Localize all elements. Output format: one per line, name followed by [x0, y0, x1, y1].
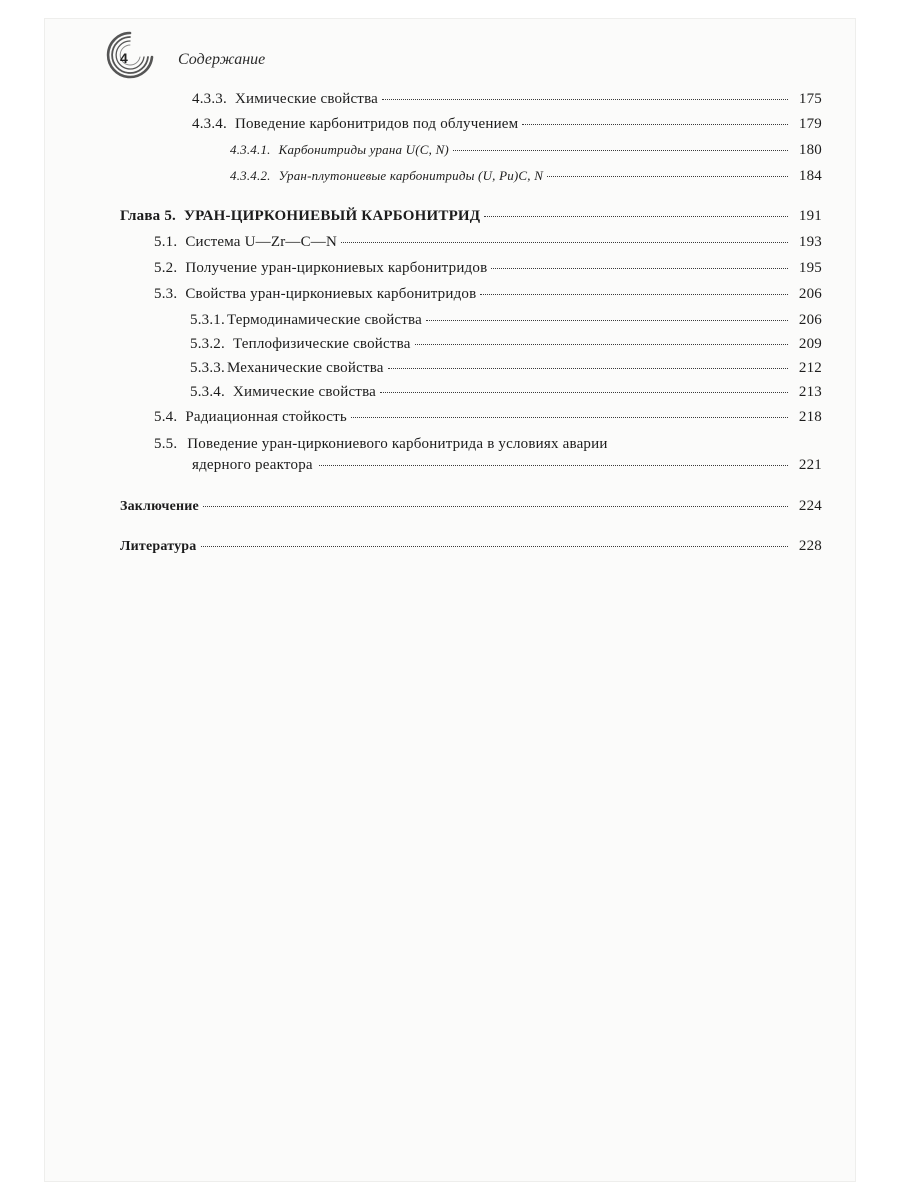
toc-entry-5-1[interactable]: [154, 232, 822, 252]
entry-page: 224: [798, 498, 822, 514]
entry-page: 180: [798, 142, 822, 158]
entry-page: 184: [798, 168, 822, 184]
entry-title: Термодинамические свойства: [226, 312, 422, 328]
toc-entry-5-2[interactable]: [154, 258, 822, 278]
entry-page: 179: [798, 116, 822, 132]
dot-leader: [547, 176, 788, 177]
entry-number: 5.3.3.: [190, 360, 225, 376]
entry-page: 175: [798, 91, 822, 107]
dot-leader: [480, 294, 788, 295]
entry-title: Система U—Zr—C—N: [185, 234, 338, 250]
toc-entry-5-3[interactable]: [154, 284, 822, 304]
toc-entry-4-3-4-2[interactable]: [230, 166, 822, 186]
entry-number: 4.3.4.2.: [230, 168, 271, 183]
entry-title: Поведение карбонитридов под облучением: [234, 116, 519, 132]
entry-title-line1: Поведение уран-циркониевого карбонитрида в условиях аварии: [187, 436, 608, 452]
entry-number: 5.5.: [154, 436, 178, 452]
entry-title: Химические свойства: [234, 91, 379, 107]
toc-entry-chapter-5[interactable]: [120, 206, 822, 226]
page-header: [44, 18, 856, 88]
entry-page: 209: [798, 336, 822, 352]
toc-entry-4-3-4[interactable]: [192, 114, 822, 134]
entry-number: 4.3.4.: [192, 116, 227, 132]
dot-leader: [388, 368, 788, 369]
entry-page: 193: [798, 234, 822, 250]
dot-leader: [341, 242, 788, 243]
entry-title: Получение уран-циркониевых карбонитридов: [185, 260, 488, 276]
entry-title: Уран-плутониевые карбонитриды (U, Pu)C, N: [278, 168, 544, 183]
entry-page: 221: [798, 457, 822, 473]
entry-title: Литература: [120, 539, 197, 554]
entry-title: УРАН-ЦИРКОНИЕВЫЙ КАРБОНИТРИД: [183, 208, 481, 224]
entry-title: Заключение: [120, 499, 199, 514]
entry-number: 5.3.4.: [190, 384, 225, 400]
entry-page: 213: [798, 384, 822, 400]
entry-page: 218: [798, 409, 822, 425]
dot-leader: [453, 150, 788, 151]
toc-entry-5-4[interactable]: [154, 407, 822, 427]
entry-number: 5.3.2.: [190, 336, 225, 352]
entry-page: 228: [798, 538, 822, 554]
toc-entry-4-3-4-1[interactable]: [230, 140, 822, 160]
entry-title: Радиационная стойкость: [185, 409, 347, 425]
running-title: Содержание: [178, 51, 266, 68]
dot-leader: [484, 216, 788, 217]
toc-entry-bibliography[interactable]: [120, 536, 822, 557]
toc-entry-5-3-3[interactable]: [190, 358, 822, 378]
entry-page: 212: [798, 360, 822, 376]
toc-entry-4-3-3[interactable]: [192, 89, 822, 109]
entry-number: 4.3.3.: [192, 91, 227, 107]
entry-page: 206: [798, 286, 822, 302]
entry-page: 191: [798, 208, 822, 224]
entry-number: 5.3.1.: [190, 312, 225, 328]
entry-title: Механические свойства: [226, 360, 384, 376]
entry-title: Карбонитриды урана U(C, N): [278, 142, 449, 157]
entry-number: 5.4.: [154, 409, 178, 425]
dot-leader: [319, 465, 788, 466]
dot-leader: [382, 99, 788, 100]
toc-entry-5-3-4[interactable]: [190, 382, 822, 402]
entry-number: 5.3.: [154, 286, 178, 302]
entry-title: Химические свойства: [232, 384, 377, 400]
entry-page: 206: [798, 312, 822, 328]
dot-leader: [415, 344, 788, 345]
entry-title: Свойства уран-циркониевых карбонитридов: [185, 286, 477, 302]
entry-title-line2: ядерного реактора: [192, 457, 313, 473]
dot-leader: [522, 124, 788, 125]
toc-entry-5-3-1[interactable]: [190, 310, 822, 330]
dot-leader: [491, 268, 788, 269]
entry-page: 195: [798, 260, 822, 276]
dot-leader: [380, 392, 788, 393]
page-number: 4: [120, 50, 128, 66]
toc-entry-conclusion[interactable]: [120, 496, 822, 517]
dot-leader: [203, 506, 788, 507]
entry-number: 5.2.: [154, 260, 178, 276]
toc-entry-5-3-2[interactable]: [190, 334, 822, 354]
toc-entry-5-5[interactable]: [154, 434, 822, 476]
book-page: [44, 18, 856, 1182]
entry-number: Глава 5.: [120, 208, 176, 224]
entry-number: 4.3.4.1.: [230, 142, 271, 157]
entry-number: 5.1.: [154, 234, 178, 250]
dot-leader: [426, 320, 788, 321]
dot-leader: [351, 417, 788, 418]
swirl-logo-icon: [100, 27, 156, 83]
entry-title: Теплофизические свойства: [232, 336, 411, 352]
dot-leader: [201, 546, 789, 547]
